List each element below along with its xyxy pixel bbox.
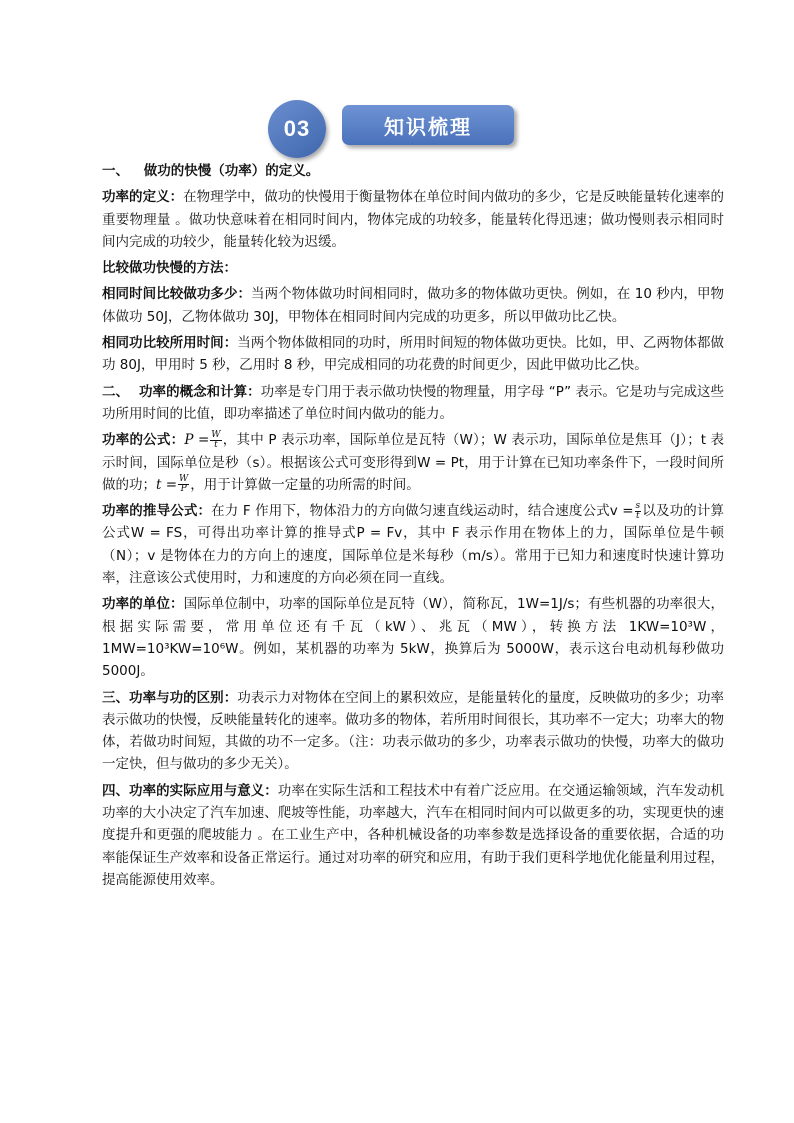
formula-numerator: W [211,429,221,440]
heading-4-paragraph [102,780,724,891]
section-number: 03 [283,116,311,141]
method-1-text: 当两个物体做功时间相同时，做功多的物体做功更快。例如，在 10 秒内，甲物体做功 50J，乙物体做功 30J，甲物体在相同时间内完成的功更多，所以甲做功比乙快。 [102,286,724,325]
document-body [102,160,724,895]
heading-4-text: 功率在实际生活和工程技术中有着广泛应用。在交通运输领域，汽车发动机功率的大小决定了汽车加速、爬坡等性能，功率越大，汽车在相同时间内可以做更多的功，实现更快的速度提升和更强的爬坡能力 。在工业生产中，各种机械设备的功率参数是选择设备的重要依据，合适的功率能保证生产效率和设备正常运行。通过对功率的研究和应用，有助于我们更科学地优化能量利用过程，提高能源使用效率。 [102,782,725,888]
section-title: 知识梳理 [384,114,472,139]
formula-denominator: t [214,439,218,450]
heading-2-label: 二、 [102,383,130,400]
heading-2-title: 功率的概念和计算： [139,383,261,400]
section-title-bar [342,105,514,145]
heading-2-text: 功率是专门用于表示做功快慢的物理量，用字母 “P” 表示。它是功与完成这些功所用时间的比值，即功率描述了单位时间内做功的能力。 [102,383,725,422]
formula-fraction [210,431,221,450]
formula-text-2: ，用于计算做一定量的功所需的时间。 [190,476,420,493]
heading-1 [102,160,724,182]
compare-method-2 [102,332,724,377]
heading-1-title: 做功的快慢（功率）的定义。 [143,163,320,179]
section-number-badge [268,100,326,158]
formula-paragraph [102,429,724,496]
definition-label: 功率的定义： [102,189,184,206]
method-1-label: 相同时间比较做功多少： [102,286,252,303]
definition-paragraph [102,186,724,253]
derive-text-2: 以及功的计算公式W = FS，可得出功率计算的推导式P = Fv，其中 F 表示作用在物体上的力，国际单位是牛顿（N）；v 是物体在力的方向上的速度，国际单位是米每秒（m/s）。常用于已知力和速度时快速计算功率，注意该公式使用时，力和速度的方向必须在同一直线。 [102,503,725,587]
heading-4-label: 四、功率的实际应用与意义： [102,782,278,799]
section-header [268,100,520,158]
heading-3-text: 功表示力对物体在空间上的累积效应，是能量转化的量度，反映做功的多少；功率表示做功的快慢，反映能量转化的速率。做功多的物体，若所用时间很长，其功率不一定大；功率大的物体，若做功时间短，其做的功不一定多。（注：功表示做功的多少，功率表示做功的快慢，功率大的做功一定快，但与做功的多少无关）。 [102,689,725,773]
heading-3-paragraph [102,687,724,776]
definition-text: 在物理学中，做功的快慢用于衡量物体在单位时间内做功的多少，它是反映能量转化速率的重要物理量 。做功快意味着在相同时间内，物体完成的功较多，能量转化得迅速；做功慢则表示相同时间内完成的功较少，能量转化较为迟缓。 [102,189,725,250]
unit-paragraph [102,593,724,682]
derive-text-1: 在力 F 作用下，物体沿力的方向做匀速直线运动时，结合速度公式v = [211,503,634,520]
velocity-denominator: t [636,510,640,521]
formula-lhs: P = [184,432,210,449]
formula-label: 功率的公式： [102,432,185,449]
heading-2-paragraph [102,381,724,426]
formula-fraction-2 [178,475,189,494]
velocity-fraction [635,502,642,521]
velocity-numerator: s [635,500,641,511]
unit-text: 国际单位制中，功率的国际单位是瓦特（W），简称瓦，1W=1J/s；有些机器的功率很大，根据实际需要，常用单位还有千瓦（kW）、兆瓦（MW），转换方法 1KW=10³W，1MW=10³KW=10⁶W。例如，某机器的功率为 5kW，换算后为 5000W，表示这台电动机每秒做功 5000J。 [102,596,725,680]
compare-title: 比较做功快慢的方法： [102,260,237,277]
formula-lhs-2: t = [156,476,178,493]
formula-denominator-2: P [180,484,187,495]
compare-method-1 [102,283,724,328]
derive-label: 功率的推导公式： [102,503,212,520]
unit-label: 功率的单位： [102,596,184,613]
method-2-text: 当两个物体做相同的功时，所用时间短的物体做功更快。比如，甲、乙两物体都做功 80J，甲用时 5 秒，乙用时 8 秒，甲完成相同的功花费的时间更少，因此甲做功比乙快。 [102,335,725,374]
formula-text-1: ，其中 P 表示功率，国际单位是瓦特（W）；W 表示功，国际单位是焦耳（J）；t 表示时间，国际单位是秒（s）。根据该公式可变形得到W = Pt，用于计算在已知功率条件下，一段时间所做的功； [102,432,725,493]
formula-numerator-2: W [179,474,189,485]
derive-paragraph [102,500,724,589]
heading-3-label: 三、功率与功的区别： [102,689,238,706]
heading-1-label: 一、 [102,163,129,179]
method-2-label: 相同功比较所用时间： [102,335,238,352]
